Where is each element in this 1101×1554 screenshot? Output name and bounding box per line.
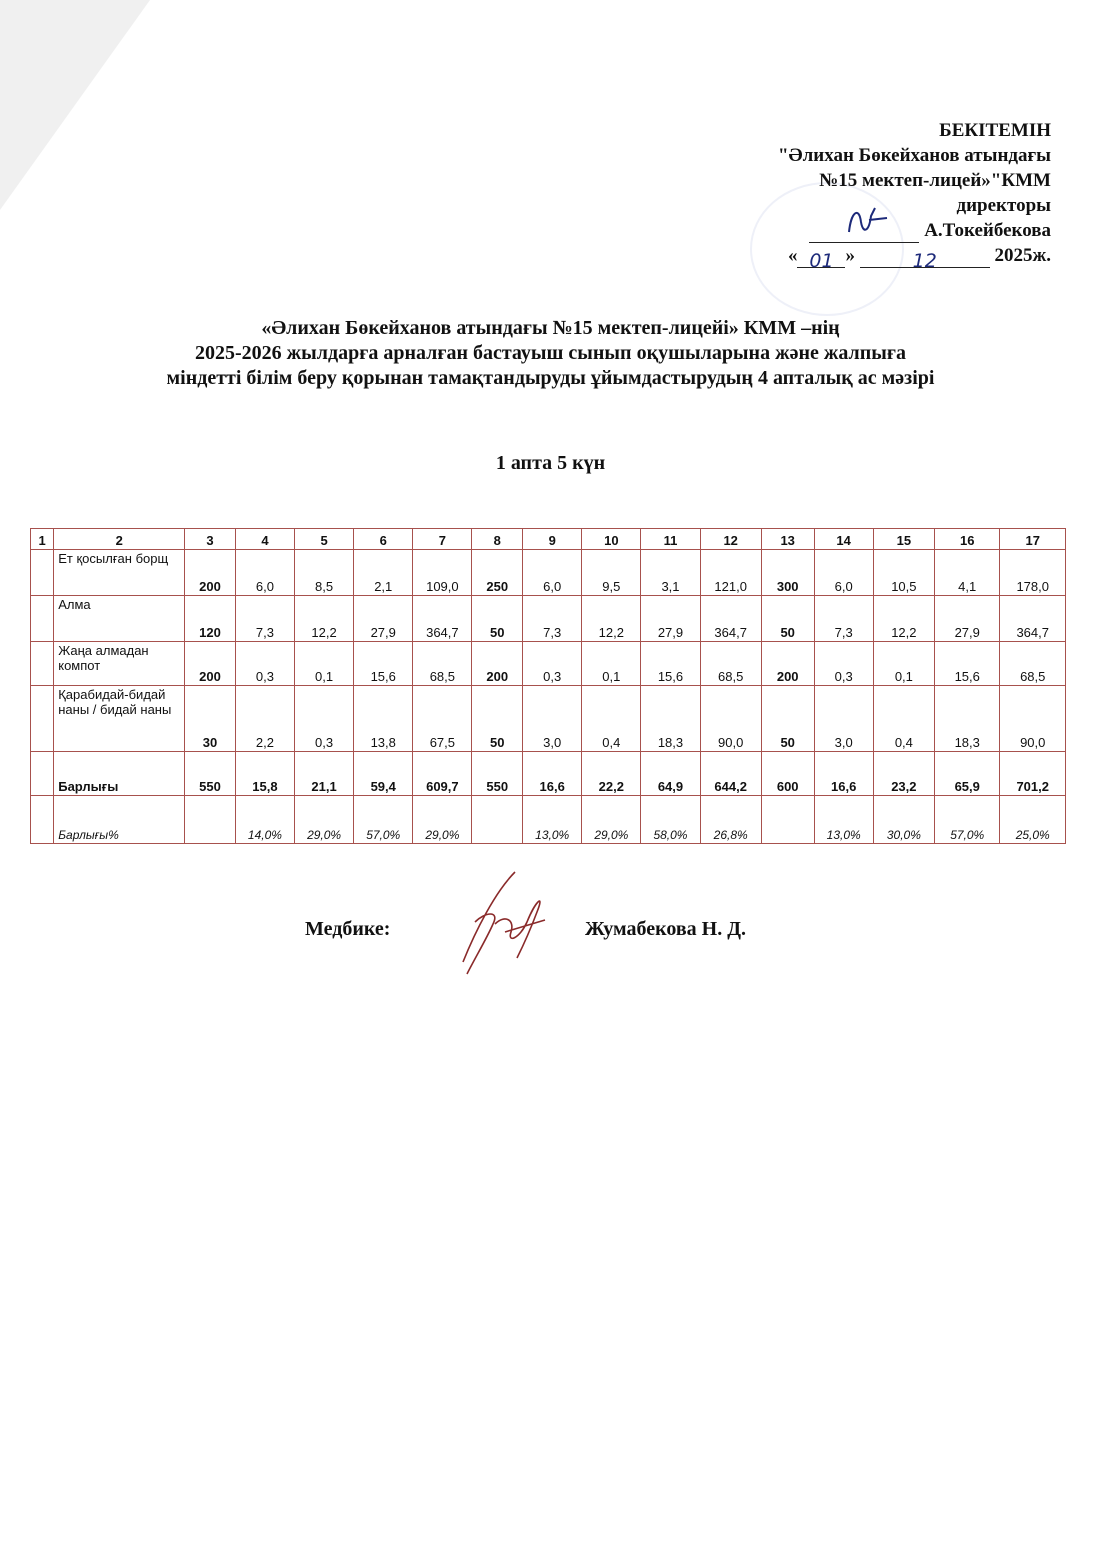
value-cell: 18,3 — [934, 686, 999, 752]
value-cell: 10,5 — [873, 550, 934, 596]
row-number-cell — [31, 596, 54, 642]
medbike-label: Медбике: — [305, 918, 391, 940]
row-number-cell — [31, 550, 54, 596]
value-cell: 50 — [761, 686, 814, 752]
total-value-cell: 609,7 — [413, 752, 472, 796]
header-cell: 4 — [235, 529, 294, 550]
total-value-cell: 15,8 — [235, 752, 294, 796]
header-cell: 8 — [472, 529, 523, 550]
total-value-cell: 65,9 — [934, 752, 999, 796]
menu-table — [30, 528, 1066, 844]
approval-org-line2: №15 мектеп-лицей»"КММ — [819, 170, 1051, 191]
value-cell: 68,5 — [1000, 642, 1066, 686]
page-corner-shadow — [0, 0, 150, 210]
value-cell: 0,1 — [582, 642, 641, 686]
total-value-cell: 644,2 — [700, 752, 761, 796]
value-cell: 0,3 — [235, 642, 294, 686]
value-cell: 4,1 — [934, 550, 999, 596]
percent-value-cell: 29,0% — [413, 796, 472, 844]
title-line1: «Әлихан Бөкейханов атындағы №15 мектеп-лицейі» КММ –нің — [261, 317, 840, 339]
value-cell: 3,0 — [814, 686, 873, 752]
value-cell: 250 — [472, 550, 523, 596]
percent-value-cell: 58,0% — [641, 796, 700, 844]
header-cell: 5 — [295, 529, 354, 550]
row-number-cell — [31, 686, 54, 752]
value-cell: 200 — [185, 642, 236, 686]
approval-heading: БЕКІТЕМІН — [939, 120, 1051, 141]
document-title — [40, 316, 1061, 391]
value-cell: 200 — [472, 642, 523, 686]
approval-block — [581, 118, 1051, 272]
value-cell: 15,6 — [641, 642, 700, 686]
header-cell: 7 — [413, 529, 472, 550]
row-number-cell — [31, 752, 54, 796]
table-header-row — [31, 529, 1066, 550]
value-cell: 68,5 — [700, 642, 761, 686]
value-cell: 9,5 — [582, 550, 641, 596]
value-cell: 7,3 — [235, 596, 294, 642]
value-cell: 90,0 — [700, 686, 761, 752]
value-cell: 2,2 — [235, 686, 294, 752]
approval-position: директоры — [956, 195, 1051, 216]
dish-name-cell: Жаңа алмадан компот — [54, 642, 185, 686]
approval-date-line: « 01 » 12 2025ж. — [787, 245, 1051, 272]
value-cell: 7,3 — [523, 596, 582, 642]
value-cell: 27,9 — [354, 596, 413, 642]
value-cell: 200 — [185, 550, 236, 596]
header-cell: 1 — [31, 529, 54, 550]
value-cell: 68,5 — [413, 642, 472, 686]
value-cell: 0,3 — [814, 642, 873, 686]
value-cell: 0,3 — [523, 642, 582, 686]
title-line2: 2025-2026 жылдарға арналған бастауыш сынып оқушыларына және жалпыға — [195, 342, 906, 364]
value-cell: 15,6 — [354, 642, 413, 686]
table-row — [31, 686, 1066, 752]
table-row — [31, 550, 1066, 596]
percent-row — [31, 796, 1066, 844]
percent-label-cell: Барлығы% — [54, 796, 185, 844]
percent-value-cell: 14,0% — [235, 796, 294, 844]
header-cell: 12 — [700, 529, 761, 550]
value-cell: 6,0 — [523, 550, 582, 596]
approval-org-line1: "Әлихан Бөкейханов атындағы — [778, 145, 1051, 166]
value-cell: 27,9 — [641, 596, 700, 642]
value-cell: 8,5 — [295, 550, 354, 596]
menu-table-body — [31, 529, 1066, 844]
date-day: 01 — [809, 250, 834, 272]
percent-value-cell: 13,0% — [523, 796, 582, 844]
value-cell: 364,7 — [413, 596, 472, 642]
value-cell: 27,9 — [934, 596, 999, 642]
total-value-cell: 59,4 — [354, 752, 413, 796]
value-cell: 0,1 — [295, 642, 354, 686]
director-name: А.Токейбекова — [924, 220, 1051, 241]
total-value-cell: 600 — [761, 752, 814, 796]
value-cell: 121,0 — [700, 550, 761, 596]
value-cell: 67,5 — [413, 686, 472, 752]
value-cell: 6,0 — [235, 550, 294, 596]
header-cell: 10 — [582, 529, 641, 550]
header-cell: 14 — [814, 529, 873, 550]
percent-value-cell: 57,0% — [934, 796, 999, 844]
percent-value-cell: 29,0% — [582, 796, 641, 844]
week-label: 1 апта 5 күн — [495, 452, 606, 474]
dish-name-cell: Қарабидай-бидай наны / бидай наны — [54, 686, 185, 752]
value-cell: 178,0 — [1000, 550, 1066, 596]
value-cell: 50 — [472, 596, 523, 642]
value-cell: 50 — [761, 596, 814, 642]
total-value-cell: 701,2 — [1000, 752, 1066, 796]
value-cell: 50 — [472, 686, 523, 752]
value-cell: 7,3 — [814, 596, 873, 642]
percent-value-cell: 57,0% — [354, 796, 413, 844]
value-cell: 0,4 — [582, 686, 641, 752]
value-cell: 2,1 — [354, 550, 413, 596]
table-row — [31, 642, 1066, 686]
value-cell: 6,0 — [814, 550, 873, 596]
value-cell: 90,0 — [1000, 686, 1066, 752]
value-cell: 120 — [185, 596, 236, 642]
total-label-cell: Барлығы — [54, 752, 185, 796]
total-value-cell: 550 — [185, 752, 236, 796]
total-value-cell: 64,9 — [641, 752, 700, 796]
value-cell: 364,7 — [700, 596, 761, 642]
value-cell: 13,8 — [354, 686, 413, 752]
value-cell: 0,1 — [873, 642, 934, 686]
header-cell: 16 — [934, 529, 999, 550]
value-cell: 12,2 — [873, 596, 934, 642]
value-cell: 3,0 — [523, 686, 582, 752]
director-signature — [809, 224, 919, 243]
value-cell: 12,2 — [295, 596, 354, 642]
medbike-name: Жумабекова Н. Д. — [585, 918, 746, 940]
header-cell: 3 — [185, 529, 236, 550]
value-cell: 0,3 — [295, 686, 354, 752]
value-cell: 18,3 — [641, 686, 700, 752]
value-cell: 300 — [761, 550, 814, 596]
date-year: 2025ж. — [994, 245, 1051, 266]
director-line — [581, 218, 1051, 243]
header-cell: 6 — [354, 529, 413, 550]
dish-name-cell: Ет қосылған борщ — [54, 550, 185, 596]
percent-value-cell — [185, 796, 236, 844]
total-value-cell: 21,1 — [295, 752, 354, 796]
value-cell: 109,0 — [413, 550, 472, 596]
percent-value-cell — [761, 796, 814, 844]
value-cell: 364,7 — [1000, 596, 1066, 642]
total-value-cell: 550 — [472, 752, 523, 796]
total-row — [31, 752, 1066, 796]
value-cell: 15,6 — [934, 642, 999, 686]
title-line3: міндетті білім беру қорынан тамақтандыруды ұйымдастырудың 4 апталық ас мәзірі — [166, 367, 935, 389]
value-cell: 0,4 — [873, 686, 934, 752]
medbike-signature — [445, 862, 565, 982]
dish-name-cell: Алма — [54, 596, 185, 642]
header-cell: 2 — [54, 529, 185, 550]
header-cell: 17 — [1000, 529, 1066, 550]
value-cell: 200 — [761, 642, 814, 686]
header-cell: 11 — [641, 529, 700, 550]
percent-value-cell: 13,0% — [814, 796, 873, 844]
table-row — [31, 596, 1066, 642]
header-cell: 15 — [873, 529, 934, 550]
percent-value-cell: 26,8% — [700, 796, 761, 844]
header-cell: 13 — [761, 529, 814, 550]
total-value-cell: 23,2 — [873, 752, 934, 796]
percent-value-cell — [472, 796, 523, 844]
percent-value-cell: 29,0% — [295, 796, 354, 844]
total-value-cell: 16,6 — [814, 752, 873, 796]
date-month: 12 — [912, 250, 937, 272]
value-cell: 3,1 — [641, 550, 700, 596]
row-number-cell — [31, 642, 54, 686]
value-cell: 12,2 — [582, 596, 641, 642]
value-cell: 30 — [185, 686, 236, 752]
header-cell: 9 — [523, 529, 582, 550]
percent-value-cell: 25,0% — [1000, 796, 1066, 844]
total-value-cell: 22,2 — [582, 752, 641, 796]
row-number-cell — [31, 796, 54, 844]
total-value-cell: 16,6 — [523, 752, 582, 796]
percent-value-cell: 30,0% — [873, 796, 934, 844]
